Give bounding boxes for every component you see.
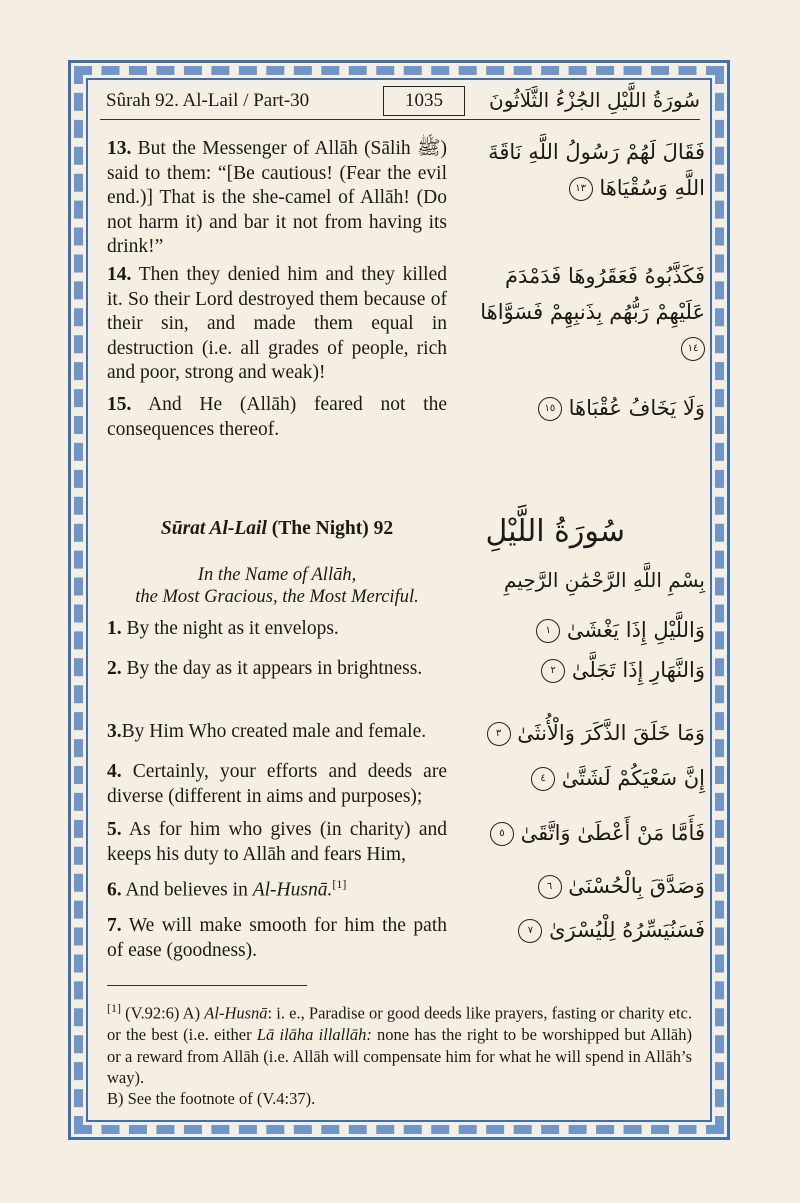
verse-6-arabic: وَصَدَّقَ بِالْحُسْنَىٰ ٦ (470, 868, 705, 904)
verse-4-english: 4. Certainly, your efforts and deeds are diverse (different in aims and purposes); (107, 761, 447, 807)
footnote-rule (107, 985, 307, 986)
basmala-arabic: بِسْمِ اللَّهِ الرَّحْمَٰنِ الرَّحِيمِ (503, 568, 705, 592)
verse-7-arabic: فَسَنُيَسِّرُهُ لِلْيُسْرَىٰ ٧ (470, 912, 705, 948)
footnote-b: B) See the footnote of (V.4:37). (107, 1089, 316, 1108)
verse-number-mark: ١٤ (681, 337, 705, 361)
verse-14-english: 14. Then they denied him and they killed it. So their Lord destroyed them because of their sin, and made them equal in destruction (i.e. all grades of people, rich and poor, strong and weak)! (107, 264, 447, 383)
verse-1-arabic: وَاللَّيْلِ إِذَا يَغْشَىٰ ١ (470, 612, 705, 648)
surah-title: Sūrat Al-Lail (The Night) 92 (160, 518, 394, 539)
verse-3-english: 3.By Him Who created male and female. (107, 721, 427, 742)
verse-5-arabic: فَأَمَّا مَنْ أَعْطَىٰ وَاتَّقَىٰ ٥ (470, 815, 705, 851)
verse-number-mark: ١٥ (538, 397, 562, 421)
verse-1-english: 1. By the night as it envelops. (107, 618, 339, 639)
verse-4-arabic: إِنَّ سَعْيَكُمْ لَشَتَّىٰ ٤ (470, 760, 705, 796)
verse-14-arabic: فَكَذَّبُوهُ فَعَقَرُوهَا فَدَمْدَمَ عَلَيْهِمْ رَبُّهُم بِذَنبِهِمْ فَسَوَّاهَا ١٤ (470, 258, 705, 366)
header-arabic: سُورَةُ اللَّيْلِ الجُزْءُ الثَّلَاثُونَ (489, 88, 700, 112)
verse-number-mark: ٣ (487, 722, 511, 746)
verse-number-mark: ٦ (538, 875, 562, 899)
verse-number-mark: ١٣ (569, 177, 593, 201)
verse-2-arabic: وَالنَّهَارِ إِذَا تَجَلَّىٰ ٢ (470, 652, 705, 688)
basmala-english: In the Name of Allāh, the Most Gracious, the Most Merciful. (135, 565, 419, 607)
verse-13-english: 13. But the Messenger of Allāh (Sālih ﷺ) said to them: “[Be cautious! (Fear the evil end.)] That is the she-camel of Allāh! (Do not harm it) and bar it not from having its drink!” (107, 138, 447, 257)
verse-number-mark: ٧ (518, 919, 542, 943)
verse-number-mark: ٢ (541, 659, 565, 683)
verse-3-arabic: وَمَا خَلَقَ الذَّكَرَ وَالْأُنثَىٰ ٣ (470, 715, 705, 751)
verse-6-english: 6. And believes in Al-Husnā.[1] (107, 877, 347, 901)
page-header (100, 86, 700, 116)
page-number: 1035 (383, 86, 465, 116)
verse-number-mark: ١ (536, 619, 560, 643)
footnote-a: [1] (V.92:6) A) Al-Husnā: i. e., Paradise or good deeds like prayers, fasting or charity etc. or the best (i.e. either Lā ilāha illallāh: none has the right to be worshipped but Allāh) or a reward from Allāh (i.e. Allāh will compensate him for what he will spend in Allāh’s way). (107, 1001, 692, 1087)
verse-7-english: 7. We will make smooth for him the path of ease (goodness). (107, 915, 447, 961)
verse-number-mark: ٤ (531, 767, 555, 791)
verse-2-english: 2. By the day as it appears in brightness. (107, 658, 423, 679)
verse-13-arabic: فَقَالَ لَهُمْ رَسُولُ اللَّهِ نَاقَةَ اللَّهِ وَسُقْيَاهَا ١٣ (488, 140, 705, 200)
verse-15-arabic: وَلَا يَخَافُ عُقْبَاهَا ١٥ (470, 390, 705, 426)
verse-5-english: 5. As for him who gives (in charity) and keeps his duty to Allāh and fears Him, (107, 819, 447, 865)
verse-number-mark: ٥ (490, 822, 514, 846)
surah-title-arabic: سُورَةُ اللَّيْلِ (485, 514, 625, 549)
header-rule (100, 119, 700, 120)
header-title: Sûrah 92. Al-Lail / Part-30 (106, 90, 310, 111)
verse-15-english: 15. And He (Allāh) feared not the consequences thereof. (107, 394, 447, 440)
